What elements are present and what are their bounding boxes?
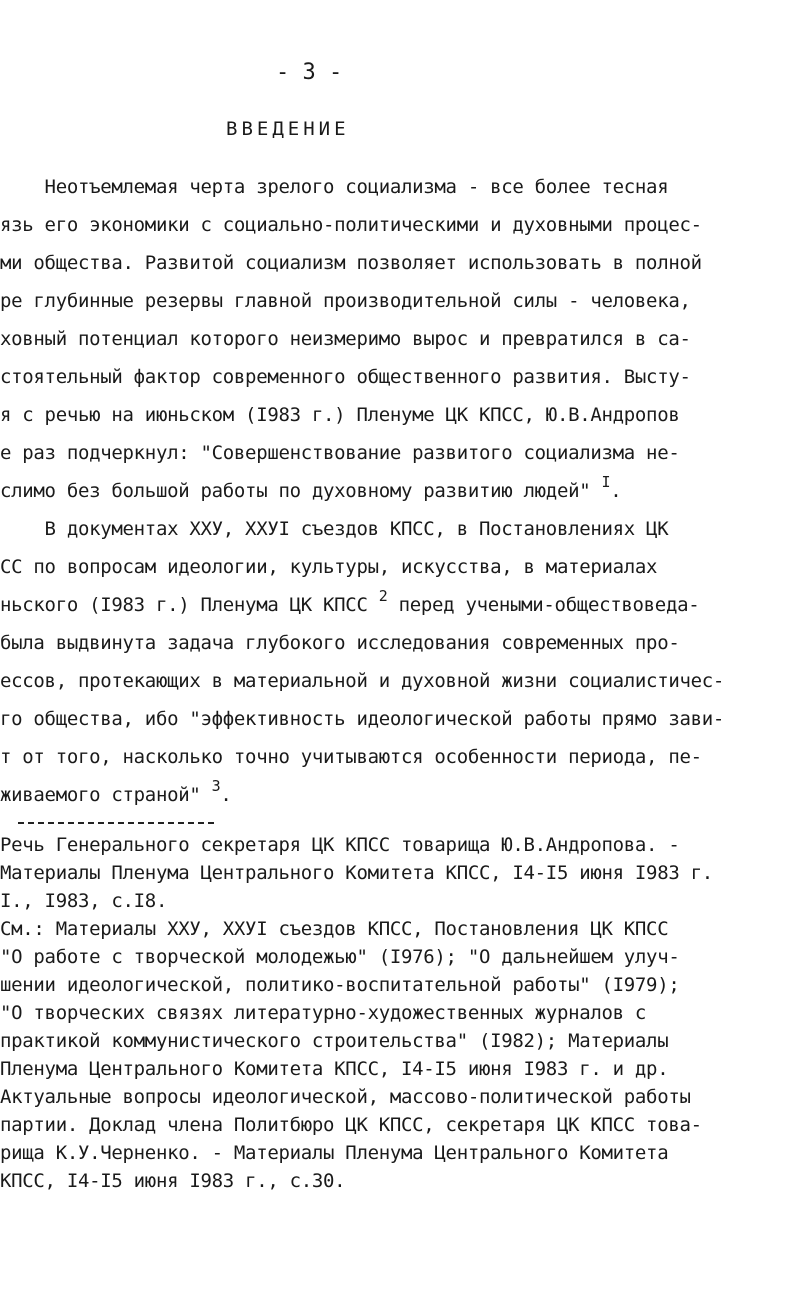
body-line: Неотъемлемая черта зрелого социализма - все более тесная [0,176,669,198]
line-end: . [610,480,622,502]
body-line: язь его экономики с социально-политическими и духовными процес- [0,214,702,236]
body-line: ховный потенциал которого неизмеримо вырос и превратился в са- [0,328,691,350]
footnote-line: I., I983, с.I8. [0,890,168,912]
body-line: ре глубинные резервы главной производительной силы - человека, [0,290,691,312]
footnote-line: рища К.У.Черненко. - Материалы Пленума Центрального Комитета [0,1142,669,1164]
body-line: ми общества. Развитой социализм позволяет использовать в полной [0,252,702,274]
footnote-line: партии. Доклад члена Политбюро ЦК КПСС, секретаря ЦК КПСС това- [0,1114,702,1136]
page-number: - 3 - [276,60,343,85]
line-end: перед учеными-обществоведа- [387,594,700,616]
body-line-with-footnote [0,587,700,616]
footnote-line: практикой коммунистического строительства" (I982); Материалы [0,1030,669,1052]
body-line-text: слимо без большой работы по духовному развитию людей" [0,480,602,502]
line-end: . [220,784,232,806]
footnote-line: См.: Материалы XXУ, XXУI съездов КПСС, Постановления ЦК КПСС [0,918,669,940]
body-line: была выдвинута задача глубокого исследования современных про- [0,632,680,654]
body-line: я с речью на июньском (I983 г.) Пленуме ЦК КПСС, Ю.В.Андропов [0,404,680,426]
body-line-text: ньского (I983 г.) Пленума ЦК КПСС [0,594,379,616]
body-line: т от того, насколько точно учитываются особенности периода, пе- [0,746,702,768]
body-line: СС по вопросам идеологии, культуры, искусства, в материалах [0,556,658,578]
footnote-ref-3: 3 [211,777,221,795]
footnote-line: Актуальные вопросы идеологической, массово-политической работы [0,1086,691,1108]
footnote-line: Пленума Центрального Комитета КПСС, I4-I5 июня I983 г. и др. [0,1058,669,1080]
body-line-text: живаемого страной" [0,784,212,806]
body-line: стоятельный фактор современного общественного развития. Высту- [0,366,691,388]
body-line: В документах XXУ, XXУI съездов КПСС, в Постановлениях ЦК [0,518,669,540]
footnote-ref-1: I [601,473,611,491]
body-line: го общества, ибо "эффективность идеологической работы прямо зави- [0,708,725,730]
footnote-line: "О работе с творческой молодежью" (I976); "О дальнейшем улуч- [0,946,680,968]
footnote-separator [18,822,214,824]
footnote-line: "О творческих связях литературно-художественных журналов с [0,1002,647,1024]
body-line: ессов, протекающих в материальной и духовной жизни социалистичес- [0,670,725,692]
body-line-with-footnote [0,777,232,806]
footnote-line: шении идеологической, политико-воспитательной работы" (I979); [0,974,680,996]
footnote-line: Материалы Пленума Центрального Комитета КПСС, I4-I5 июня I983 г. [0,862,713,884]
footnote-line: Речь Генерального секретаря ЦК КПСС товарища Ю.В.Андропова. - [0,834,680,856]
footnote-ref-2: 2 [378,587,388,605]
section-heading: ВВЕДЕНИЕ [226,118,350,140]
body-line: е раз подчеркнул: "Совершенствование развитого социализма не- [0,442,680,464]
body-line-with-footnote [0,473,622,502]
footnote-line: КПСС, I4-I5 июня I983 г., с.30. [0,1170,346,1192]
